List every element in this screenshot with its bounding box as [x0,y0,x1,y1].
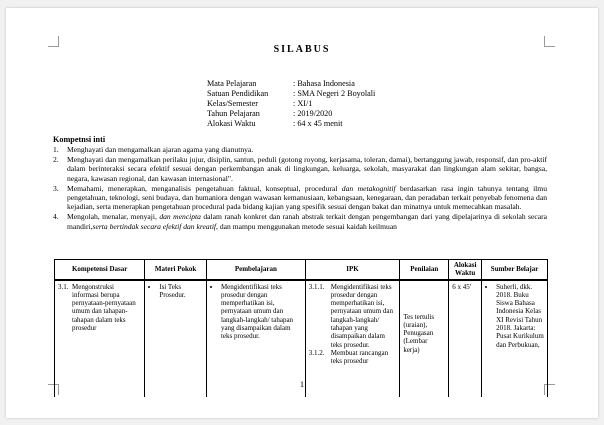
meta-value: : 2019/2020 [293,109,333,118]
kompetensi-inti-heading: Kompetnsi inti [53,135,106,144]
column-header: Sumber Belajar [482,260,548,280]
text-segment: dalam ranah konkret dan ranah abstrak terkait dengan pengembangan dari yang dipelajarinya di sekolah secara mandiri, [67,212,548,231]
list-item-text [67,184,547,212]
kompetensi-inti-list [53,145,547,232]
column-header: Penilaian [400,260,449,280]
list-item-text: Menghayati dan mengamalkan perilaku jujur, disiplin, santun, peduli (gotong royong, kerjasama, toleran, damai), bertanggung jawab, responsif, dan pro-aktif dalam berinteraksi secara efektif sesuai dengan perkembangan anak di lingkungan, keluarga, sekolah, masyarakat dan lingkungan alam sekitar, bangsa, negara, kawasan regional, dan kawasan internasional". [67,155,547,183]
column-header: Kompetensi Dasar [55,260,145,280]
list-item-number: 2. [53,155,59,165]
bullet-list [485,283,544,349]
meta-row [207,99,375,109]
meta-row [207,119,375,129]
column-header: IPK [305,260,400,280]
syllabus-meta [207,79,375,129]
meta-label: Satuan Pendidikan [207,89,269,98]
text-segment: , dan mampu menggunakan metode sesuai kaidah keilmuan [216,221,397,231]
page-number: 1 [299,379,305,389]
syllabus-table [54,259,548,397]
list-item-number: 1. [53,145,59,154]
list-item: • Isi Teks Prosedur. [159,283,203,300]
meta-value: : XI/1 [293,99,313,108]
document-page [6,8,598,418]
meta-label: Tahun Pelajaran [207,109,260,118]
text-segment: Mengolah, menalar, menyaji, [67,212,160,222]
list-item [53,155,547,183]
emphasis-text: dan metakognitif [341,183,396,193]
penilaian-text: Tes tertulis (uraian), Penugasan (Lembar kerja) [403,312,435,354]
list-item [53,184,547,212]
numbered-item [58,283,141,333]
list-item-number: 4. [53,212,59,222]
emphasis-text: dan mencipta [159,212,201,222]
document-title: SILABUS [273,44,331,55]
table-header-row [55,260,548,280]
numbered-item [309,349,397,366]
list-item-number: 3. [53,183,59,193]
list-item [53,212,547,230]
alokasi-text: 6 x 45' [452,282,471,291]
meta-value: : SMA Negeri 2 Boyolali [293,89,376,98]
item-number: 3.1.2. [308,348,325,357]
meta-row [207,89,375,99]
text-segment: berdasarkan rasa ingin tahunya tentang ilmu pengetahuan, teknologi, seni budaya, dan humaniora dengan wawasan kemanusiaan, kebangsaan, kenegaraan, dan peradaban terkait penyebab fenomena dan kejadian, serta menerapkan pengetahuan procedural pada bidang kajian yang spesifik sesuai dengan bakat dan minatnya untuk memecahkan masalah. [67,183,547,212]
list-item: • Suherli, dkk. 2018. Buku Siswa Bahasa Indonesia Kelas XI Revisi Tahun 2018. Jakarta: Pusat Kurikulum dan Perbukuan, [496,283,544,349]
item-text: Mengonstruksi informasi berupa pernyataan-pernyataan umum dan tahapan-tahapan dalam teks prosedur [72,282,136,333]
text-segment: Memahami, menerapkan, menganalisis pengetahuan faktual, konseptual, procedural [67,183,342,193]
meta-label: Kelas/Semester [207,99,258,108]
item-number: 3.1.1. [308,282,325,291]
meta-row [207,109,375,119]
bullet-list [210,283,302,341]
meta-label: Mata Pelajaran [207,79,257,88]
column-header: Materi Pokok [145,260,207,280]
list-item [53,145,547,154]
numbered-item [309,283,397,349]
column-header: Pembelajaran [206,260,305,280]
list-item-text [67,212,547,230]
meta-value: : 64 x 45 menit [293,119,343,128]
item-text: Membuat rancangan teks prosedur [330,348,389,366]
item-text: Mengidentifikasi teks prosedur dengan memperhatikan isi, pernyataan umum dan langkah-langkah/ tahapan yang disampaikan dalam teks prosedur. [330,282,393,349]
column-header: Alokasi Waktu [449,260,482,280]
meta-label: Alokasi Waktu [207,119,256,128]
list-item: • Mengidentifikasi teks prosedur dengan memperhatikan isi, pernyataan umum dan langkah-langkah/ tahapan yang disampaikan dalam teks prosedur. [221,283,302,341]
item-number: 3.1. [58,282,69,291]
emphasis-text: serta bertindak secara efektif dan kreatif [92,221,217,231]
list-item-text: Menghayati dan mengamalkan ajaran agama yang dianutnya. [67,145,254,154]
meta-value: : Bahasa Indonesia [293,79,355,88]
bullet-list [148,283,203,300]
meta-row [207,79,375,89]
